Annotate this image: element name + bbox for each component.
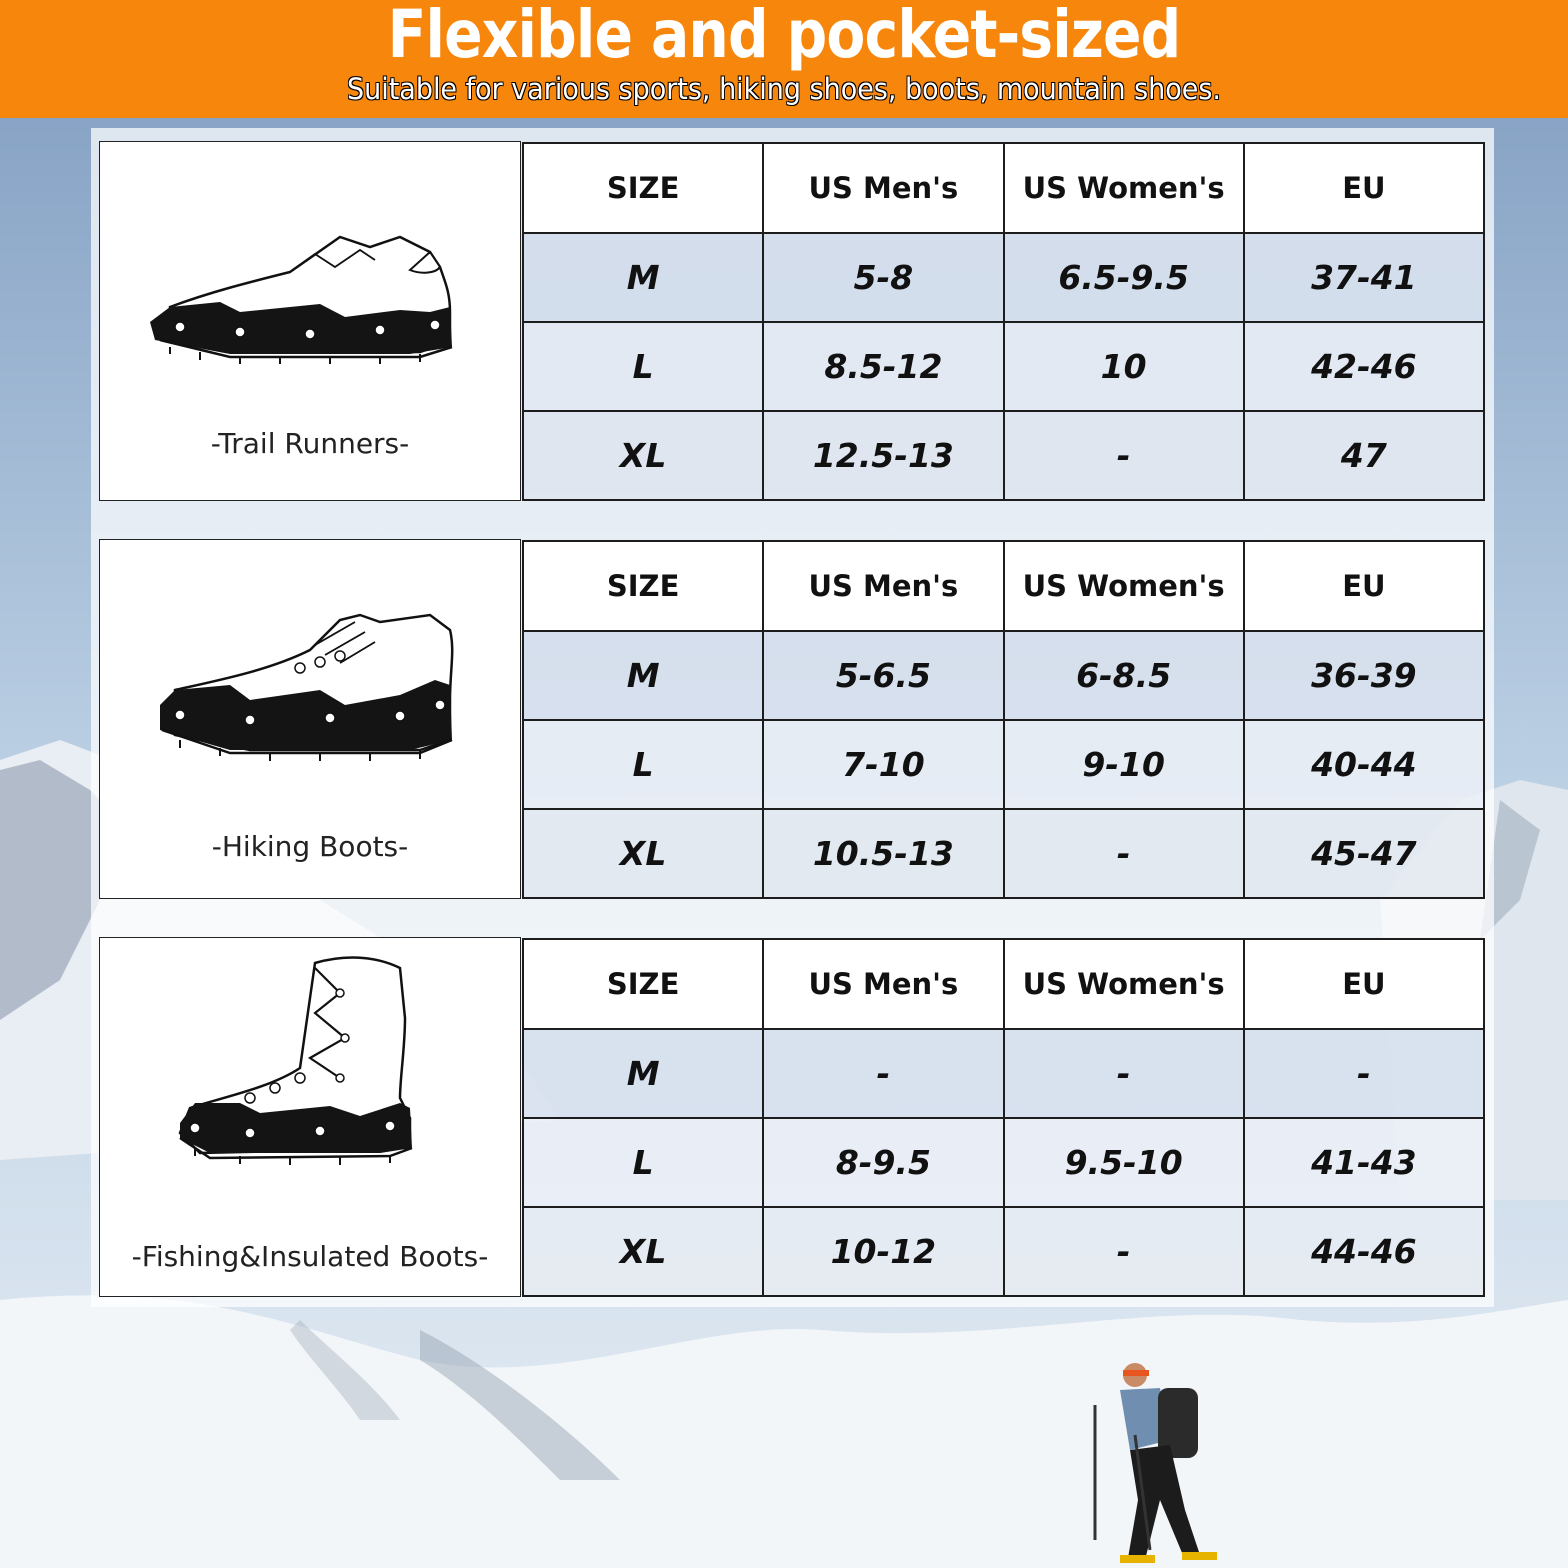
insulated-boot-icon [100,938,520,1238]
table-cell: 5-8 [763,233,1003,322]
table-cell: 8-9.5 [763,1118,1003,1207]
table-row [523,1118,1484,1207]
table-cell: - [1004,1207,1244,1296]
table-cell: XL [523,1207,763,1296]
column-header: US Men's [763,939,1003,1029]
table-row [523,1207,1484,1296]
column-header: EU [1244,541,1484,631]
table-cell: - [1004,411,1244,500]
table-cell: 12.5-13 [763,411,1003,500]
table-cell: 10 [1004,322,1244,411]
table-cell: - [1244,1029,1484,1118]
table-cell: 10-12 [763,1207,1003,1296]
shoe-illustration-box [99,539,521,899]
column-header: US Women's [1004,939,1244,1029]
table-cell: M [523,631,763,720]
table-cell: 36-39 [1244,631,1484,720]
table-cell: 41-43 [1244,1118,1484,1207]
table-cell: 5-6.5 [763,631,1003,720]
table-row [523,631,1484,720]
table-cell: M [523,1029,763,1118]
table-cell: 40-44 [1244,720,1484,809]
shoe-type-label: -Hiking Boots- [211,830,409,863]
size-table [522,540,1485,899]
table-cell: - [763,1029,1003,1118]
table-cell: - [1004,1029,1244,1118]
shoe-illustration-box [99,937,521,1297]
table-cell: 45-47 [1244,809,1484,898]
table-cell: L [523,720,763,809]
column-header: US Women's [1004,143,1244,233]
table-cell: XL [523,809,763,898]
table-row [523,411,1484,500]
hiking-boot-icon [100,540,520,840]
table-cell: 8.5-12 [763,322,1003,411]
shoe-illustration-box [99,141,521,501]
page-subtitle: Suitable for various sports, hiking shoes, boots, mountain shoes. [347,72,1221,106]
table-cell: 10.5-13 [763,809,1003,898]
size-block-hiking-boots [99,539,1485,899]
column-header: EU [1244,939,1484,1029]
table-row [523,1029,1484,1118]
column-header: SIZE [523,143,763,233]
table-cell: 37-41 [1244,233,1484,322]
size-table [522,938,1485,1297]
table-cell: - [1004,809,1244,898]
table-cell: 44-46 [1244,1207,1484,1296]
size-block-fishing-insulated-boots [99,937,1485,1297]
table-row [523,720,1484,809]
table-row [523,322,1484,411]
table-cell: 6.5-9.5 [1004,233,1244,322]
table-cell: 6-8.5 [1004,631,1244,720]
trail-runner-shoe-icon [100,142,520,442]
size-block-trail-runners [99,141,1485,501]
table-row [523,233,1484,322]
column-header: EU [1244,143,1484,233]
shoe-type-label: -Trail Runners- [210,427,410,460]
table-cell: L [523,1118,763,1207]
page-title: Flexible and pocket-sized [387,0,1181,73]
table-cell: 9-10 [1004,720,1244,809]
column-header: US Women's [1004,541,1244,631]
table-cell: L [523,322,763,411]
table-cell: 47 [1244,411,1484,500]
column-header: SIZE [523,541,763,631]
table-header-row [523,541,1484,631]
size-table [522,142,1485,501]
table-cell: M [523,233,763,322]
table-header-row [523,143,1484,233]
shoe-type-label: -Fishing&Insulated Boots- [131,1240,489,1273]
table-cell: 7-10 [763,720,1003,809]
table-row [523,809,1484,898]
table-cell: XL [523,411,763,500]
table-header-row [523,939,1484,1029]
table-cell: 9.5-10 [1004,1118,1244,1207]
column-header: US Men's [763,541,1003,631]
column-header: US Men's [763,143,1003,233]
table-cell: 42-46 [1244,322,1484,411]
column-header: SIZE [523,939,763,1029]
header-banner [0,0,1568,118]
